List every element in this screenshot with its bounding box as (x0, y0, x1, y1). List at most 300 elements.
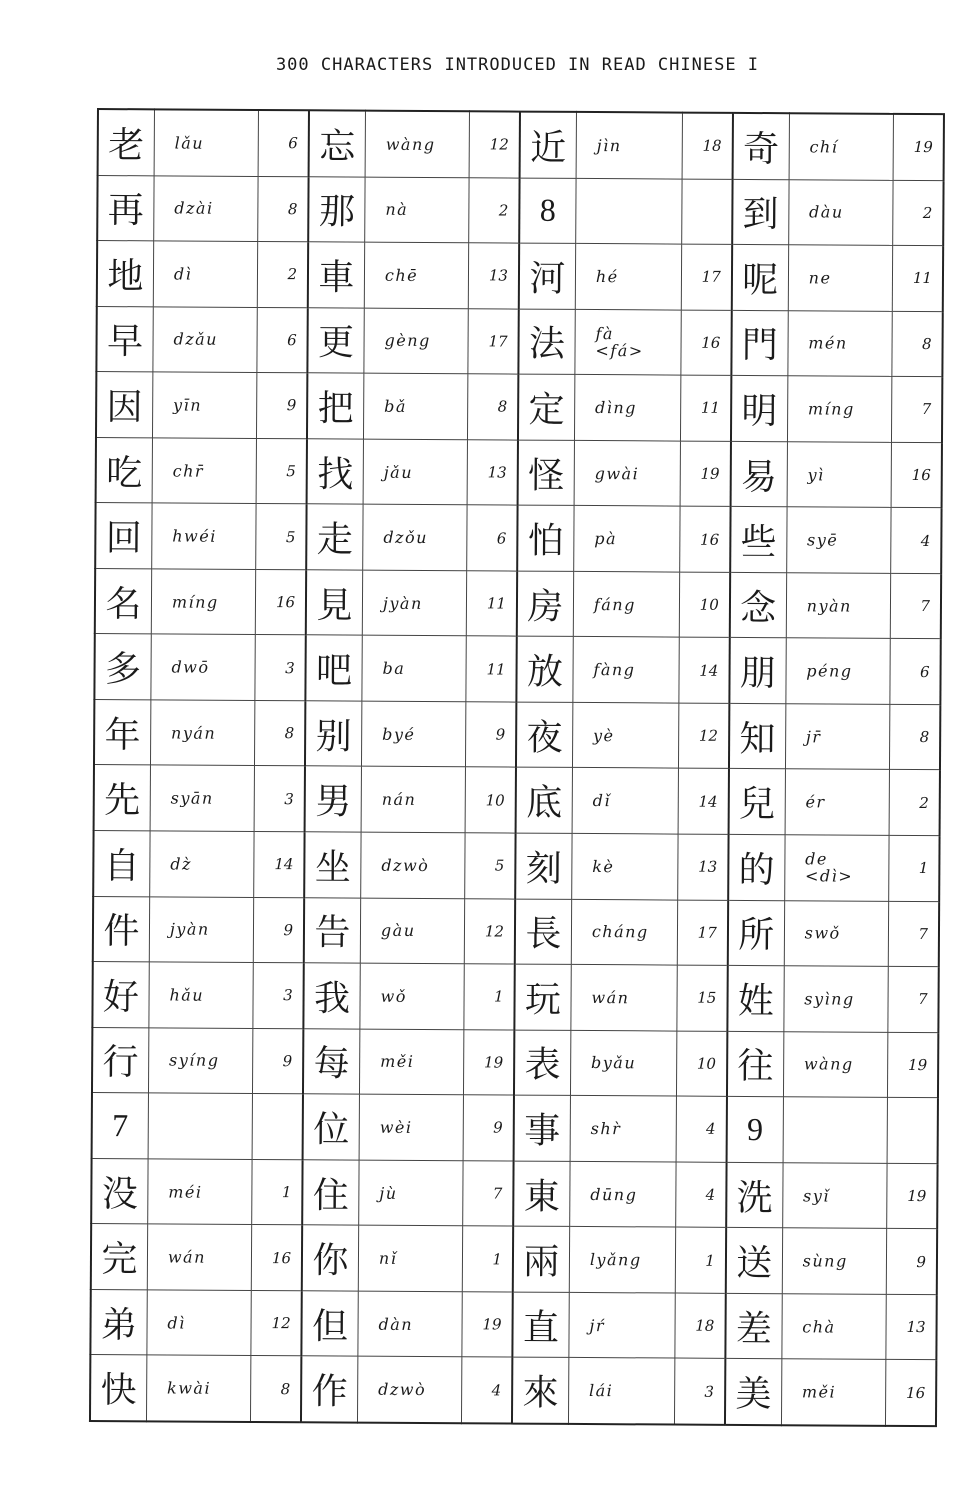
chinese-character: 怕 (517, 505, 574, 571)
chinese-character: 刻 (515, 833, 572, 899)
romanization (152, 372, 257, 438)
romanization (575, 244, 682, 310)
romanization-text: nǐ (378, 1248, 398, 1268)
lesson-reference: 8 (890, 704, 941, 770)
lesson-reference: 1 (463, 1226, 514, 1292)
chinese-character: 老 (98, 109, 155, 175)
lesson-reference: 6 (259, 110, 310, 176)
chinese-character: 地 (97, 241, 154, 307)
romanization (154, 175, 259, 241)
romanization (573, 637, 680, 703)
table-row (92, 1093, 938, 1164)
romanization (570, 1030, 677, 1096)
romanization-text: dàu (809, 202, 844, 222)
lesson-reference: 9 (254, 897, 305, 963)
romanization-text: cháng (591, 922, 649, 942)
romanization-text: pà (594, 529, 618, 549)
lesson-reference: 8 (255, 700, 306, 766)
chinese-character: 忘 (309, 110, 366, 176)
chinese-character: 見 (306, 570, 363, 636)
romanization-text: fà <fá> (595, 323, 644, 361)
table-row (92, 1027, 938, 1098)
romanization (364, 242, 469, 308)
chinese-character: 那 (308, 176, 365, 242)
romanization (148, 1093, 253, 1159)
chinese-character: 但 (301, 1291, 358, 1357)
chinese-character: 找 (307, 439, 364, 505)
chinese-character: 玩 (514, 964, 571, 1030)
romanization (572, 768, 679, 834)
romanization-text: chà (802, 1316, 836, 1337)
character-table (89, 108, 945, 1427)
romanization (571, 899, 678, 965)
romanization (363, 504, 468, 570)
lesson-reference: 11 (681, 375, 732, 441)
romanization-text: wán (167, 1247, 206, 1267)
table-row (98, 109, 944, 180)
romanization-text: jyàn (382, 593, 423, 613)
table-row (91, 1158, 937, 1229)
lesson-reference: 2 (889, 770, 940, 836)
lesson-number: 8 (519, 178, 576, 244)
lesson-reference: 10 (679, 572, 730, 638)
chinese-character: 位 (303, 1094, 360, 1160)
lesson-reference: 6 (467, 505, 518, 571)
lesson-reference: 7 (888, 966, 939, 1032)
romanization-text: ér (805, 792, 826, 812)
lesson-reference: 16 (891, 442, 942, 508)
romanization (361, 832, 466, 898)
lesson-reference (253, 1094, 304, 1160)
romanization (783, 1097, 888, 1163)
page-title: 300 CHARACTERS INTRODUCED IN READ CHINESE I (275, 55, 760, 75)
lesson-reference: 19 (680, 441, 731, 507)
romanization (147, 1224, 252, 1290)
romanization (568, 1358, 675, 1425)
chinese-character: 兒 (728, 769, 785, 835)
romanization-text: chí (809, 137, 839, 157)
table-row (92, 962, 938, 1033)
chinese-character: 長 (515, 899, 572, 965)
lesson-reference: 7 (892, 377, 943, 443)
romanization (782, 1162, 887, 1228)
romanization (151, 634, 256, 700)
romanization-text: dwō (171, 657, 210, 677)
romanization (574, 506, 681, 572)
chinese-character: 把 (307, 373, 364, 439)
romanization-text: dzǎu (173, 329, 219, 350)
lesson-reference: 16 (680, 506, 731, 572)
lesson-reference: 11 (467, 571, 518, 637)
romanization-text: nán (381, 789, 417, 810)
chinese-character: 你 (302, 1225, 359, 1291)
romanization-text: syān (170, 788, 214, 808)
lesson-reference: 6 (890, 639, 941, 705)
lesson-reference: 16 (252, 1225, 303, 1291)
chinese-character: 明 (731, 376, 788, 442)
table-row (96, 372, 942, 443)
romanization (570, 1096, 677, 1162)
romanization-text: dzwò (381, 855, 430, 875)
lesson-reference: 9 (466, 702, 517, 768)
chinese-character: 直 (512, 1292, 569, 1358)
romanization (361, 701, 466, 767)
chinese-character: 奇 (732, 113, 789, 179)
chinese-character: 走 (306, 504, 363, 570)
romanization-text: yì (807, 464, 825, 484)
chinese-character: 朋 (729, 638, 786, 704)
lesson-reference: 18 (675, 1293, 726, 1359)
romanization-text: kè (592, 856, 615, 876)
romanization (360, 898, 465, 964)
table-row (97, 175, 943, 246)
romanization-text: dì (167, 1313, 186, 1333)
romanization (574, 375, 681, 441)
chinese-character: 姓 (727, 965, 784, 1031)
chinese-character: 快 (90, 1355, 147, 1421)
romanization-text: jìn (596, 135, 622, 155)
chinese-character: 東 (513, 1161, 570, 1227)
romanization-text: syíng (169, 1050, 220, 1071)
romanization-text: syìng (804, 989, 855, 1009)
lesson-reference: 9 (257, 373, 308, 439)
romanization (788, 310, 893, 376)
lesson-reference: 2 (893, 180, 944, 246)
chinese-character: 門 (731, 310, 788, 376)
romanization (362, 636, 467, 702)
lesson-reference: 2 (469, 177, 520, 243)
chinese-character: 知 (729, 703, 786, 769)
romanization (786, 638, 891, 704)
romanization (786, 573, 891, 639)
romanization-text: míng (807, 399, 855, 419)
chinese-character: 男 (305, 766, 362, 832)
lesson-reference: 9 (253, 1028, 304, 1094)
lesson-reference: 3 (675, 1358, 726, 1424)
romanization (576, 178, 683, 244)
lesson-reference: 7 (891, 573, 942, 639)
romanization (786, 507, 891, 573)
lesson-reference: 12 (465, 898, 516, 964)
romanization (151, 569, 256, 635)
romanization (571, 965, 678, 1031)
chinese-character: 住 (302, 1160, 359, 1226)
chinese-character: 的 (728, 834, 785, 900)
lesson-reference: 3 (255, 635, 306, 701)
romanization (153, 241, 258, 307)
lesson-reference: 14 (254, 831, 305, 897)
lesson-reference: 13 (678, 834, 729, 900)
lesson-number: 7 (92, 1093, 149, 1159)
romanization (154, 109, 259, 176)
romanization (576, 112, 683, 179)
romanization-text: lái (588, 1381, 614, 1401)
chinese-character: 兩 (513, 1226, 570, 1292)
romanization (785, 704, 890, 770)
romanization-text: byé (382, 724, 416, 744)
romanization-text: nyán (171, 723, 217, 743)
romanization-text: dìng (594, 398, 638, 418)
romanization-text: fàng (593, 660, 636, 680)
romanization (149, 896, 254, 962)
lesson-reference: 8 (258, 176, 309, 242)
lesson-reference: 7 (889, 901, 940, 967)
chinese-character: 更 (307, 307, 364, 373)
romanization (150, 765, 255, 831)
lesson-reference: 19 (464, 1029, 515, 1095)
chinese-character: 差 (725, 1293, 782, 1359)
romanization-text: nyàn (806, 595, 852, 616)
table-row (90, 1289, 936, 1360)
chinese-character: 放 (516, 636, 573, 702)
chinese-character: 早 (96, 306, 153, 372)
chinese-character: 坐 (304, 832, 361, 898)
romanization (153, 306, 258, 372)
lesson-reference: 4 (891, 508, 942, 574)
chinese-character: 夜 (516, 702, 573, 768)
chinese-character: 怪 (518, 440, 575, 506)
romanization (360, 963, 465, 1029)
lesson-reference: 16 (886, 1360, 937, 1426)
chinese-character: 呢 (732, 244, 789, 310)
romanization-text: kwài (167, 1378, 212, 1398)
romanization (359, 1094, 464, 1160)
lesson-reference: 16 (681, 310, 732, 376)
lesson-reference: 8 (892, 311, 943, 377)
romanization-text: měi (801, 1382, 837, 1402)
romanization-text: syǐ (803, 1185, 831, 1206)
romanization (364, 308, 469, 374)
romanization-text: swǒ (804, 923, 841, 943)
romanization-text: míng (171, 592, 219, 612)
romanization (150, 700, 255, 766)
romanization (783, 1031, 888, 1097)
chinese-character: 别 (305, 701, 362, 767)
romanization-text: dūng (590, 1184, 638, 1204)
character-table-body (90, 109, 944, 1426)
romanization-text: dàn (378, 1314, 414, 1334)
romanization-text: fáng (593, 594, 636, 614)
chinese-character: 房 (517, 571, 574, 637)
romanization (358, 1225, 463, 1291)
romanization-text: byǎu (590, 1053, 637, 1073)
lesson-reference: 14 (679, 637, 730, 703)
romanization-text: wàng (803, 1054, 854, 1075)
lesson-reference: 5 (256, 504, 307, 570)
romanization (146, 1355, 251, 1422)
lesson-reference: 13 (886, 1294, 937, 1360)
romanization (147, 1290, 252, 1356)
romanization (361, 767, 466, 833)
romanization (570, 1161, 677, 1227)
chinese-character: 定 (518, 374, 575, 440)
lesson-reference: 6 (257, 307, 308, 373)
chinese-character: 没 (91, 1158, 148, 1224)
chinese-character: 所 (728, 900, 785, 966)
romanization (788, 245, 893, 311)
romanization-text: chē (384, 265, 419, 285)
lesson-reference: 13 (469, 243, 520, 309)
chinese-character: 念 (730, 572, 787, 638)
romanization-text: wèi (379, 1117, 413, 1137)
lesson-reference: 16 (256, 569, 307, 635)
romanization (363, 439, 468, 505)
chinese-character: 底 (516, 768, 573, 834)
romanization (572, 702, 679, 768)
chinese-character: 行 (92, 1027, 149, 1093)
table-row (94, 634, 940, 705)
romanization (789, 113, 894, 180)
romanization-text: dǐ (592, 791, 612, 811)
lesson-reference: 5 (257, 438, 308, 504)
romanization (365, 177, 470, 243)
romanization-text: mén (808, 333, 848, 353)
chinese-character: 好 (92, 962, 149, 1028)
table-row (97, 241, 943, 312)
romanization (784, 966, 889, 1032)
romanization (787, 376, 892, 442)
romanization-text: nà (385, 200, 409, 220)
romanization (363, 373, 468, 439)
lesson-reference: 3 (253, 963, 304, 1029)
chinese-character: 再 (97, 175, 154, 241)
romanization (357, 1357, 462, 1424)
lesson-reference: 15 (677, 965, 728, 1031)
lesson-reference: 17 (677, 900, 728, 966)
romanization (784, 900, 889, 966)
table-row (93, 896, 939, 967)
romanization (784, 835, 889, 901)
romanization (574, 440, 681, 506)
chinese-character: 我 (303, 963, 360, 1029)
lesson-reference: 19 (888, 1032, 939, 1098)
romanization-text: jr̄ (805, 727, 822, 747)
chinese-character: 法 (518, 309, 575, 375)
romanization-text: sùng (802, 1251, 848, 1271)
lesson-reference: 12 (469, 111, 520, 177)
romanization (573, 571, 680, 637)
chinese-character: 送 (726, 1228, 783, 1294)
chinese-character: 美 (725, 1359, 782, 1425)
lesson-reference: 11 (466, 636, 517, 702)
chinese-character: 吃 (96, 437, 153, 503)
romanization-text: wàng (385, 134, 436, 154)
romanization (781, 1359, 886, 1426)
romanization-text: bǎ (384, 396, 407, 416)
romanization-text: jŕ (589, 1315, 606, 1335)
lesson-reference: 3 (255, 766, 306, 832)
table-row (95, 503, 941, 574)
table-row (95, 568, 941, 639)
romanization (362, 570, 467, 636)
romanization (148, 1027, 253, 1093)
romanization-text: shr̀ (590, 1119, 622, 1139)
romanization-text: hwéi (172, 526, 217, 546)
romanization (358, 1291, 463, 1357)
romanization-text: wán (591, 987, 630, 1008)
chinese-character: 告 (304, 897, 361, 963)
romanization (359, 1160, 464, 1226)
romanization-text: méi (168, 1181, 203, 1202)
chinese-character: 完 (91, 1224, 148, 1290)
lesson-reference: 10 (677, 1031, 728, 1097)
lesson-reference: 1 (252, 1159, 303, 1225)
romanization-text: de <dì> (804, 849, 854, 886)
romanization-text: jyàn (169, 919, 210, 940)
chinese-character: 表 (514, 1030, 571, 1096)
chinese-character: 往 (727, 1031, 784, 1097)
table-row (94, 699, 940, 770)
lesson-reference: 4 (676, 1162, 727, 1228)
romanization-text: hǎu (169, 985, 205, 1005)
romanization-text: chr̄ (172, 460, 205, 481)
lesson-reference: 4 (462, 1357, 513, 1423)
romanization (569, 1292, 676, 1358)
chinese-character: 自 (93, 831, 150, 897)
romanization (148, 1159, 253, 1225)
lesson-reference: 1 (675, 1227, 726, 1293)
lesson-reference: 8 (251, 1356, 302, 1422)
lesson-reference (887, 1098, 938, 1164)
romanization-text: dzài (174, 198, 214, 219)
table-row (93, 831, 939, 902)
lesson-reference: 9 (887, 1229, 938, 1295)
chinese-character: 河 (519, 243, 576, 309)
lesson-reference: 13 (467, 440, 518, 506)
romanization-text: syē (807, 530, 839, 550)
chinese-character: 到 (732, 179, 789, 245)
chinese-character: 些 (730, 507, 787, 573)
romanization-text: dzǒu (383, 527, 429, 548)
table-row (94, 765, 940, 836)
romanization (152, 438, 257, 504)
romanization-text: wǒ (380, 986, 407, 1006)
lesson-reference: 17 (468, 308, 519, 374)
romanization-text: yīn (173, 395, 203, 415)
lesson-reference: 10 (465, 767, 516, 833)
chinese-character: 易 (730, 441, 787, 507)
chinese-character: 因 (96, 372, 153, 438)
romanization-text: gèng (384, 331, 431, 351)
lesson-reference: 18 (682, 113, 733, 179)
romanization-text: péng (806, 661, 853, 681)
romanization (785, 769, 890, 835)
chinese-character: 每 (303, 1028, 360, 1094)
lesson-reference: 1 (464, 964, 515, 1030)
romanization (365, 111, 470, 178)
romanization (782, 1294, 887, 1360)
table-row (91, 1224, 937, 1295)
romanization-text: jù (379, 1183, 398, 1203)
romanization (572, 833, 679, 899)
romanization (569, 1227, 676, 1293)
chinese-character: 來 (512, 1357, 569, 1423)
chinese-character: 車 (308, 242, 365, 308)
chinese-character: 吧 (305, 635, 362, 701)
romanization (782, 1228, 887, 1294)
table-row (96, 437, 942, 508)
chinese-character: 先 (94, 765, 151, 831)
romanization (149, 962, 254, 1028)
romanization (575, 309, 682, 375)
romanization (152, 503, 257, 569)
chinese-character: 名 (95, 568, 152, 634)
chinese-character: 弟 (90, 1289, 147, 1355)
lesson-reference: 12 (679, 703, 730, 769)
romanization-text: ba (382, 658, 406, 679)
romanization-text: lyǎng (589, 1250, 642, 1270)
romanization (788, 179, 893, 245)
